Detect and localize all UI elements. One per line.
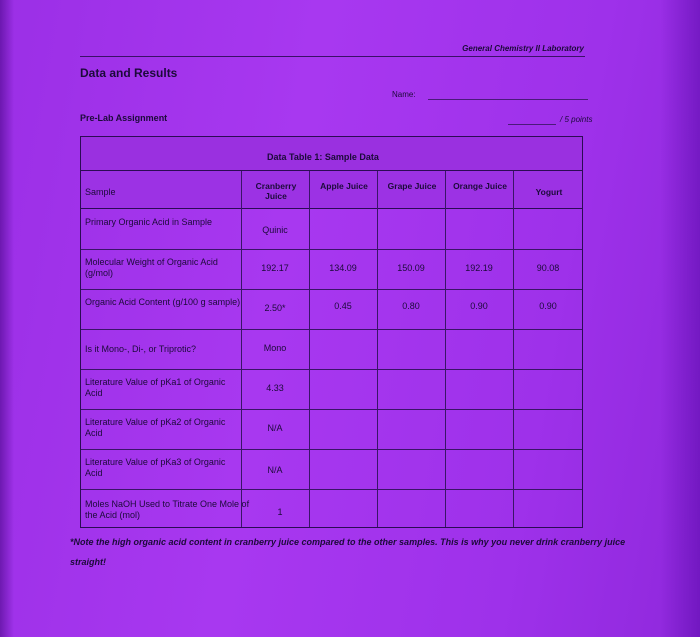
grid-line: [81, 489, 582, 490]
lab-header: General Chemistry II Laboratory: [462, 44, 584, 53]
col-header-sample: Sample: [85, 187, 116, 197]
row-label-pka2: Literature Value of pKa2 of Organic Acid: [85, 417, 226, 438]
section-title: Data and Results: [80, 66, 178, 80]
value-cell: 90.08: [536, 263, 560, 273]
col-header-orange: Orange Juice: [453, 181, 507, 191]
grid-line: [81, 249, 582, 250]
grid-line: [309, 171, 310, 527]
col-header-apple: Apple Juice: [320, 181, 368, 191]
value-cell: 0.80: [402, 301, 420, 311]
grid-line: [81, 289, 582, 290]
page-right-shadow: [660, 0, 700, 637]
value-cell: 2.50*: [264, 303, 286, 313]
grid-line: [81, 409, 582, 410]
grid-line: [81, 329, 582, 330]
value-cell: N/A: [267, 423, 283, 433]
points-label: / 5 points: [560, 115, 593, 124]
value-cell: 192.17: [261, 263, 289, 273]
data-table: [80, 136, 583, 528]
row-label-moles-naoh: Moles NaOH Used to Titrate One Mole of the Acid (mol): [85, 499, 250, 520]
value-cell: 0.90: [539, 301, 557, 311]
col-header-grape: Grape Juice: [387, 181, 437, 191]
value-cell: 0.90: [470, 301, 488, 311]
value-cell: 0.45: [334, 301, 352, 311]
row-label-molecular-weight: Molecular Weight of Organic Acid (g/mol): [85, 257, 218, 278]
grid-line: [445, 171, 446, 527]
value-cell: Mono: [263, 343, 287, 353]
row-label-organic-acid: Primary Organic Acid in Sample: [85, 217, 213, 227]
col-header-yogurt: Yogurt: [535, 187, 563, 197]
value-cell: N/A: [267, 465, 283, 475]
row-label-pka1: Literature Value of pKa1 of Organic Acid: [85, 377, 226, 398]
footnote: *Note the high organic acid content in cranberry juice compared to the other samples. This is why you never drink cranberry juice straight!: [70, 537, 626, 567]
grid-line: [81, 369, 582, 370]
grid-line: [81, 449, 582, 450]
table-title: Data Table 1: Sample Data: [267, 152, 379, 162]
grid-line: [377, 171, 378, 527]
grid-line: [513, 171, 514, 527]
row-label-pka3: Literature Value of pKa3 of Organic Acid: [85, 457, 226, 478]
grid-line: [241, 171, 242, 527]
prelab-label: Pre-Lab Assignment: [80, 113, 168, 123]
value-cell: 1: [277, 507, 283, 517]
value-cell: 4.33: [266, 383, 284, 393]
row-label-acid-content: Organic Acid Content (g/100 g sample): [85, 297, 241, 307]
header-rule: [80, 56, 585, 57]
page-left-edge: [0, 0, 14, 637]
table-title-band: [81, 137, 582, 171]
value-cell: 192.19: [465, 263, 493, 273]
name-field-line: [428, 99, 588, 100]
value-cell: 150.09: [397, 263, 425, 273]
name-label: Name:: [392, 90, 416, 99]
points-field-line: [508, 124, 556, 125]
value-cell: 134.09: [329, 263, 357, 273]
row-label-protic: Is it Mono-, Di-, or Triprotic?: [85, 344, 197, 354]
value-cell: Quinic: [262, 225, 288, 235]
col-header-cranberry: Cranberry Juice: [255, 181, 297, 201]
